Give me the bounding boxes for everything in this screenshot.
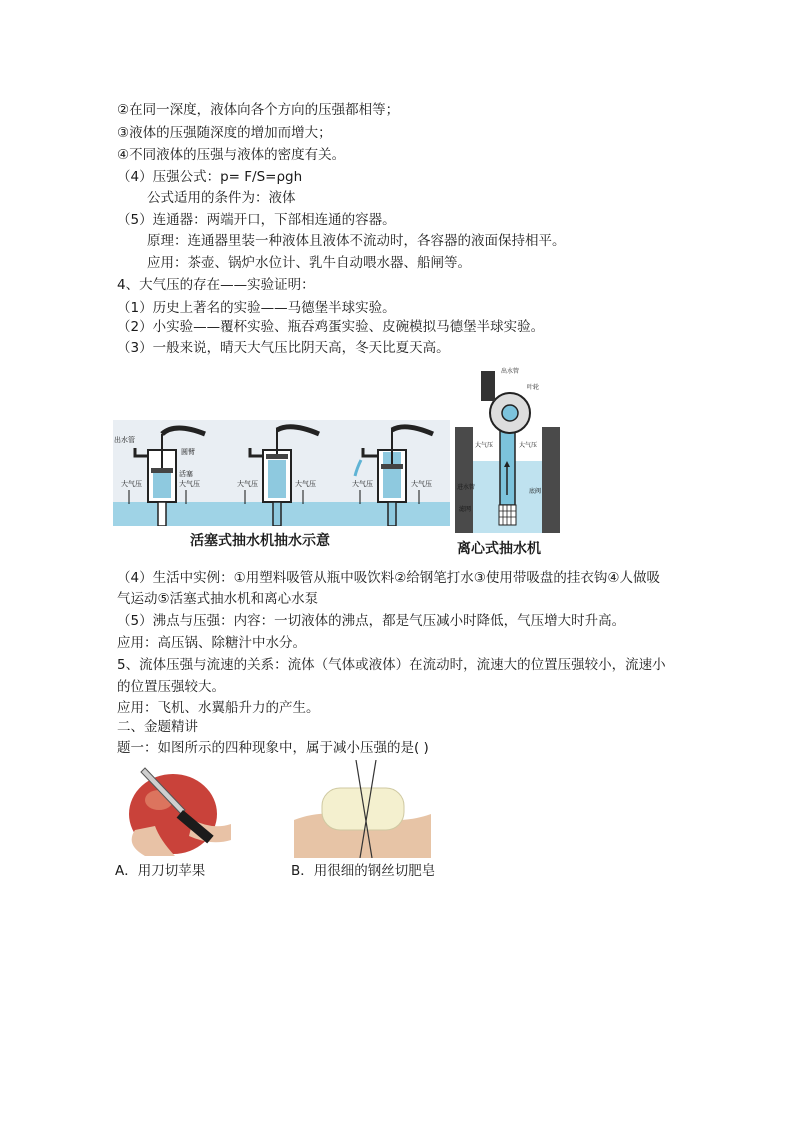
- label-atm: 大气压: [352, 480, 373, 488]
- label-atm: 大气压: [121, 480, 142, 488]
- text-line: 原理：连通器里装一种液体且液体不流动时，各容器的液面保持相平。: [147, 233, 566, 249]
- label-valve: 底阀: [529, 488, 542, 495]
- piston-pump-caption: 活塞式抽水机抽水示意: [190, 533, 330, 549]
- text-line: （5）沸点与压强：内容：一切液体的沸点，都是气压减小时降低，气压增大时升高。: [117, 613, 626, 629]
- label-piston: 活塞: [179, 470, 193, 478]
- piston-pump-illustration: [113, 420, 450, 526]
- text-line: 公式适用的条件为：液体: [147, 190, 296, 206]
- section-heading: 4、大气压的存在——实验证明：: [117, 277, 315, 293]
- text-line: 5、流体压强与流速的关系：流体（气体或液体）在流动时，流速大的位置压强较小，流速小: [117, 657, 666, 673]
- text-line: ②在同一深度，液体向各个方向的压强都相等；: [117, 102, 400, 118]
- label-atm: 大气压: [295, 480, 316, 488]
- text-line: ④不同液体的压强与液体的密度有关。: [117, 147, 346, 163]
- text-line: （3）一般来说，晴天大气压比阴天高，冬天比夏天高。: [117, 340, 450, 356]
- label-inlet: 进水管: [457, 484, 476, 491]
- option-b-label: B．用很细的钢丝切肥皂: [291, 863, 436, 879]
- label-filter: 滤网: [459, 506, 472, 513]
- piston-pump-figure: [113, 420, 450, 526]
- question-stem: 题一：如图所示的四种现象中，属于减小压强的是( ): [117, 740, 429, 756]
- text-line: ③液体的压强随深度的增加而增大；: [117, 125, 332, 141]
- text-line: （2）小实验——覆杯实验、瓶吞鸡蛋实验、皮碗模拟马德堡半球实验。: [117, 319, 545, 335]
- text-line: （4）生活中实例：①用塑料吸管从瓶中吸饮料②给钢笔打水③使用带吸盘的挂衣钩④人做吸: [117, 570, 660, 586]
- text-line: （5）连通器：两端开口，下部相连通的容器。: [117, 212, 396, 228]
- option-a-label: A．用刀切苹果: [115, 863, 206, 879]
- centrifugal-pump-caption: 离心式抽水机: [457, 541, 541, 557]
- text-line: 应用：高压锅、除糖汁中水分。: [117, 635, 306, 651]
- centrifugal-pump-illustration: [455, 365, 560, 533]
- soap-wire-illustration: [294, 760, 431, 858]
- text-line: （1）历史上著名的实验——马德堡半球实验。: [117, 300, 396, 316]
- text-line: 应用：飞机、水翼船升力的产生。: [117, 700, 320, 716]
- section-heading: 二、金题精讲: [117, 719, 198, 735]
- centrifugal-pump-figure: [455, 365, 560, 533]
- label-impeller: 叶轮: [527, 384, 540, 391]
- label-handle: 圆臂: [181, 448, 195, 456]
- pressure-formula-line: （4）压强公式：p= F/S=ρgh: [117, 169, 303, 185]
- label-atm: 大气压: [475, 442, 494, 449]
- label-atm: 大气压: [237, 480, 258, 488]
- soap-wire-image: [294, 760, 431, 858]
- label-atm: 大气压: [519, 442, 538, 449]
- label-atm: 大气压: [179, 480, 200, 488]
- label-outlet: 出水管: [501, 368, 520, 375]
- label-atm: 大气压: [411, 480, 432, 488]
- label-outlet: 出水管: [114, 436, 135, 444]
- text-line: 应用：茶壶、锅炉水位计、乳牛自动喂水器、船闸等。: [147, 255, 471, 271]
- apple-knife-illustration: [115, 760, 235, 858]
- text-line: 的位置压强较大。: [117, 679, 225, 695]
- text-line: 气运动⑤活塞式抽水机和离心水泵: [117, 591, 319, 607]
- apple-knife-image: [115, 760, 235, 858]
